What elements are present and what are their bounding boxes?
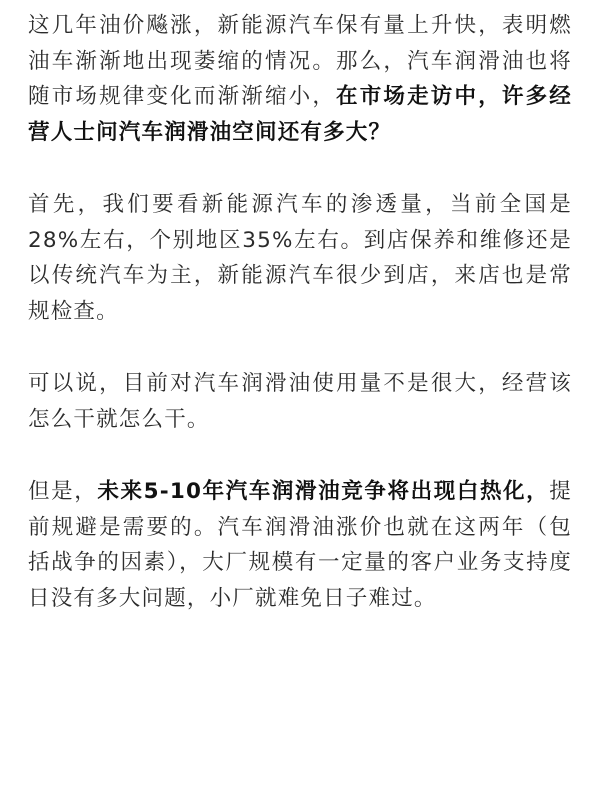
paragraph-penetration-text: 首先，我们要看新能源汽车的渗透量，当前全国是28%左右，个别地区35%左右。到店保养和维修还是以传统汽车为主，新能源汽车很少到店，来店也是常规检查。	[28, 192, 572, 324]
paragraph-usage-text: 可以说，目前对汽车润滑油使用量不是很大，经营该怎么干就怎么干。	[28, 371, 572, 432]
paragraph-future-text: 提前规避是需要的。汽车润滑油涨价也就在这两年（包括战争的因素），大厂规模有一定量的客户业务支持度日没有多大问题，小厂就难免日子难过。	[28, 479, 572, 611]
paragraph-penetration	[28, 187, 572, 329]
paragraph-future-emphasis: 未来5-10年汽车润滑油竞争将出现白热化，	[97, 479, 550, 504]
paragraph-intro-text: 这几年油价飚涨，新能源汽车保有量上升快，表明燃油车渐渐地出现萎缩的情况。那么，汽车润滑油也将随市场规律变化而渐渐缩小，	[28, 13, 572, 109]
paragraph-intro-emphasis: 在市场走访中，许多经营人士问汽车润滑油空间还有多大？	[28, 84, 572, 145]
paragraph-usage	[28, 366, 572, 437]
paragraph-future-lead: 但是，	[28, 479, 98, 504]
paragraph-future	[28, 474, 572, 616]
paragraph-intro	[28, 8, 572, 150]
